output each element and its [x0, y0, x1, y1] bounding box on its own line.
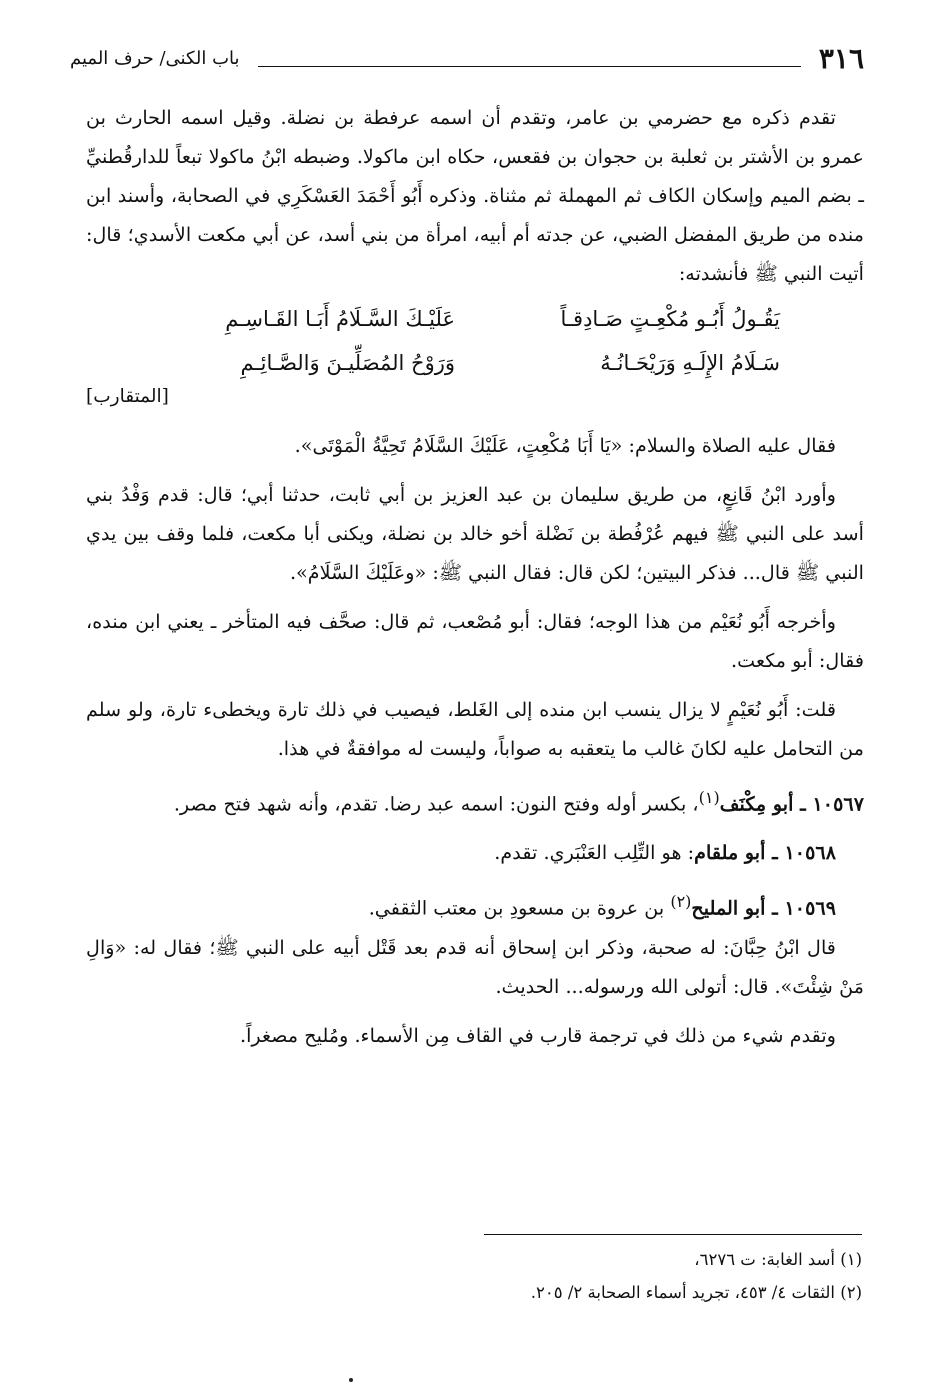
entry-10568	[86, 833, 864, 872]
running-title: باب الكنى/ حرف الميم	[70, 47, 240, 69]
entry-10567	[86, 778, 864, 823]
verse-hemistich: وَرَوْحُ المُصَلِّيـنَ وَالصَّـائِـمِ	[240, 351, 455, 375]
main-text	[86, 98, 864, 1055]
footnote: (١) أسد الغابة: ت ٦٢٧٦،	[694, 1250, 862, 1269]
footnotes	[86, 1243, 862, 1309]
paragraph: وأخرجه أَبُو نُعَيْم من هذا الوجه؛ فقال: أبو مُصْعب، ثم قال: صحَّف فيه المتأخر ـ يعني ابن منده، فقال: أبو مكعت.	[86, 610, 864, 672]
entry-heading: ١٠٥٦٩ ـ أبو المليح	[691, 896, 836, 920]
page-header	[70, 36, 864, 80]
footnote-ref: (٢)	[670, 892, 692, 912]
entry-text: بن عروة بن مسعودِ بن معتب الثقفي.	[368, 896, 671, 920]
footnote-separator	[484, 1234, 862, 1235]
paragraph: وأورد ابْنُ قَانِعٍ، من طريق سليمان بن عبد العزيز بن أبي ثابت، حدثنا أبي؛ قال: قدم وَفْدُ بني أسد على النبي ﷺ فيهم عُرْفُطة بن نَضْلة أخو خالد بن نضلة، ويكنى أبا مكعت، فلما وقف بين يدي النبي ﷺ قال... فذكر البيتين؛ لكن قال: فقال النبي ﷺ: «وعَلَيْكَ السَّلَامُ».	[86, 483, 864, 584]
entry-heading: ١٠٥٦٧ ـ أبو مِكْنَف	[719, 792, 864, 816]
poem-meter: [المتقارب]	[86, 386, 169, 407]
paragraph: قلت: أَبُو نُعَيْمٍ لا يزال ينسب ابن منده إلى الغَلط، فيصيب في ذلك تارة ويخطىء تارة، ولو سلم من التحامل عليه لكانَ غالب ما يتعقبه به صواباً، وليست له موافقةٌ في هذا.	[86, 698, 864, 760]
scan-speck	[349, 1378, 353, 1382]
verse-hemistich: سَـلَامُ الإِلَـهِ وَرَيْحَـانُـهُ	[600, 351, 780, 375]
entry-heading: ١٠٥٦٨ ـ أبو ملقام	[694, 841, 836, 865]
entry-text: : هو التِّلِب العَنْبَري. تقدم.	[494, 841, 695, 865]
footnote-ref: (١)	[698, 788, 720, 807]
verse-hemistich: يَقُـولُ أَبُـو مُكْعِـتٍ صَـادِقـاً	[560, 307, 780, 331]
footnote: (٢) الثقات ٤/ ٤٥٣، تجريد أسماء الصحابة ٢/ ٢٠٥.	[530, 1283, 862, 1302]
entry-text: ، بكسر أوله وفتح النون: اسمه عبد رضا. تقدم، وأنه شهد فتح مصر.	[173, 792, 699, 816]
page-number: ٣١٦	[818, 41, 864, 75]
verse-hemistich: عَلَيْـكَ السَّـلَامُ أَبَـا القَـاسِـمِ	[225, 307, 455, 331]
paragraph: وتقدم شيء من ذلك في ترجمة قارب في القاف مِن الأسماء. ومُليح مصغراً.	[239, 1023, 836, 1047]
poem-verses	[170, 297, 780, 385]
paragraph: قال ابْنُ حِبَّانَ: له صحبة، وذكر ابن إسحاق أنه قدم بعد قَتْل أبيه على النبي ﷺ؛ فقال له: «وَالِ مَنْ شِئْتَ». قال: أتولى الله ورسوله... الحديث.	[86, 935, 864, 998]
paragraph: تقدم ذكره مع حضرمي بن عامر، وتقدم أن اسمه عرفطة بن نضلة. وقيل اسمه الحارث بن عمرو بن الأشتر بن ثعلبة بن حجوان بن فقعس، حكاه ابن ماكولا. وضبطه ابْنُ ماكولا تبعاً للدارقُطنيِّ ـ بضم الميم وإسكان الكاف ثم المهملة ثم مثناة. وذكره أَبُو أَحْمَدَ العَسْكَرِي في الصحابة، وأسند ابن منده من طريق المفضل الضبي، عن جدته أم أبيه، امرأة من بني أسد، عن أبي مكعت الأسدي؛ قال: أتيت النبي ﷺ فأنشدته:	[86, 106, 864, 285]
header-rule	[258, 66, 801, 67]
paragraph: فقال عليه الصلاة والسلام: «يَا أَبَا مُكْعِتٍ، عَلَيْكَ السَّلَامُ تَحِيَّةُ الْمَوْتَى».	[294, 434, 836, 457]
entry-10569	[86, 882, 864, 927]
